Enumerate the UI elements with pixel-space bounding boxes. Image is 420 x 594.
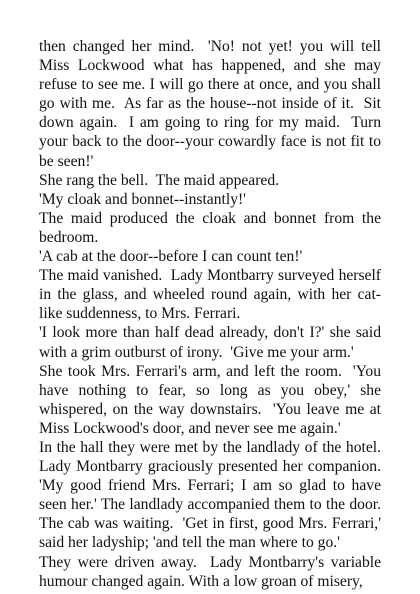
paragraph: She rang the bell. The maid appeared. <box>39 171 280 189</box>
paragraph: In the hall they were met by the landlady of the hotel. Lady Montbarry graciously presented her companion. 'My good friend Mrs. Ferrari; I am so glad to have seen her.' The landlady accompanied them to the door. The cab was waiting. 'Get in first, good Mrs. Ferrari,' said her ladyship; 'and tell the man where to go.' <box>39 438 385 552</box>
paragraph: They were driven away. Lady Montbarry's variable humour changed again. With a low groan of misery, <box>39 553 385 590</box>
paragraph: The maid vanished. Lady Montbarry surveyed herself in the glass, and wheeled round again, with her cat-like suddenness, to Mrs. Ferrari. <box>39 267 385 323</box>
paragraph: She took Mrs. Ferrari's arm, and left the room. 'You have nothing to fear, so long as you obey,' she whispered, on the way downstairs. 'You leave me at Miss Lockwood's door, and never see me again.' <box>39 362 385 437</box>
paragraph: The maid produced the cloak and bonnet from the bedroom. <box>39 209 385 246</box>
paragraph: 'I look more than half dead already, don't I?' she said with a grim outburst of irony. 'Give me your arm.' <box>39 324 385 361</box>
paragraph: then changed her mind. 'No! not yet! you will tell Miss Lockwood what has happened, and she may refuse to see me. I will go there at once, and you shall go with me. As far as the house--not inside of it. Sit down again. I am going to ring for my maid. Turn your back to the door--your cowardly face is not fit to be seen!' <box>39 38 385 170</box>
paragraph: 'A cab at the door--before I can count ten!' <box>39 248 303 266</box>
paragraph: 'My cloak and bonnet--instantly!' <box>39 190 246 208</box>
